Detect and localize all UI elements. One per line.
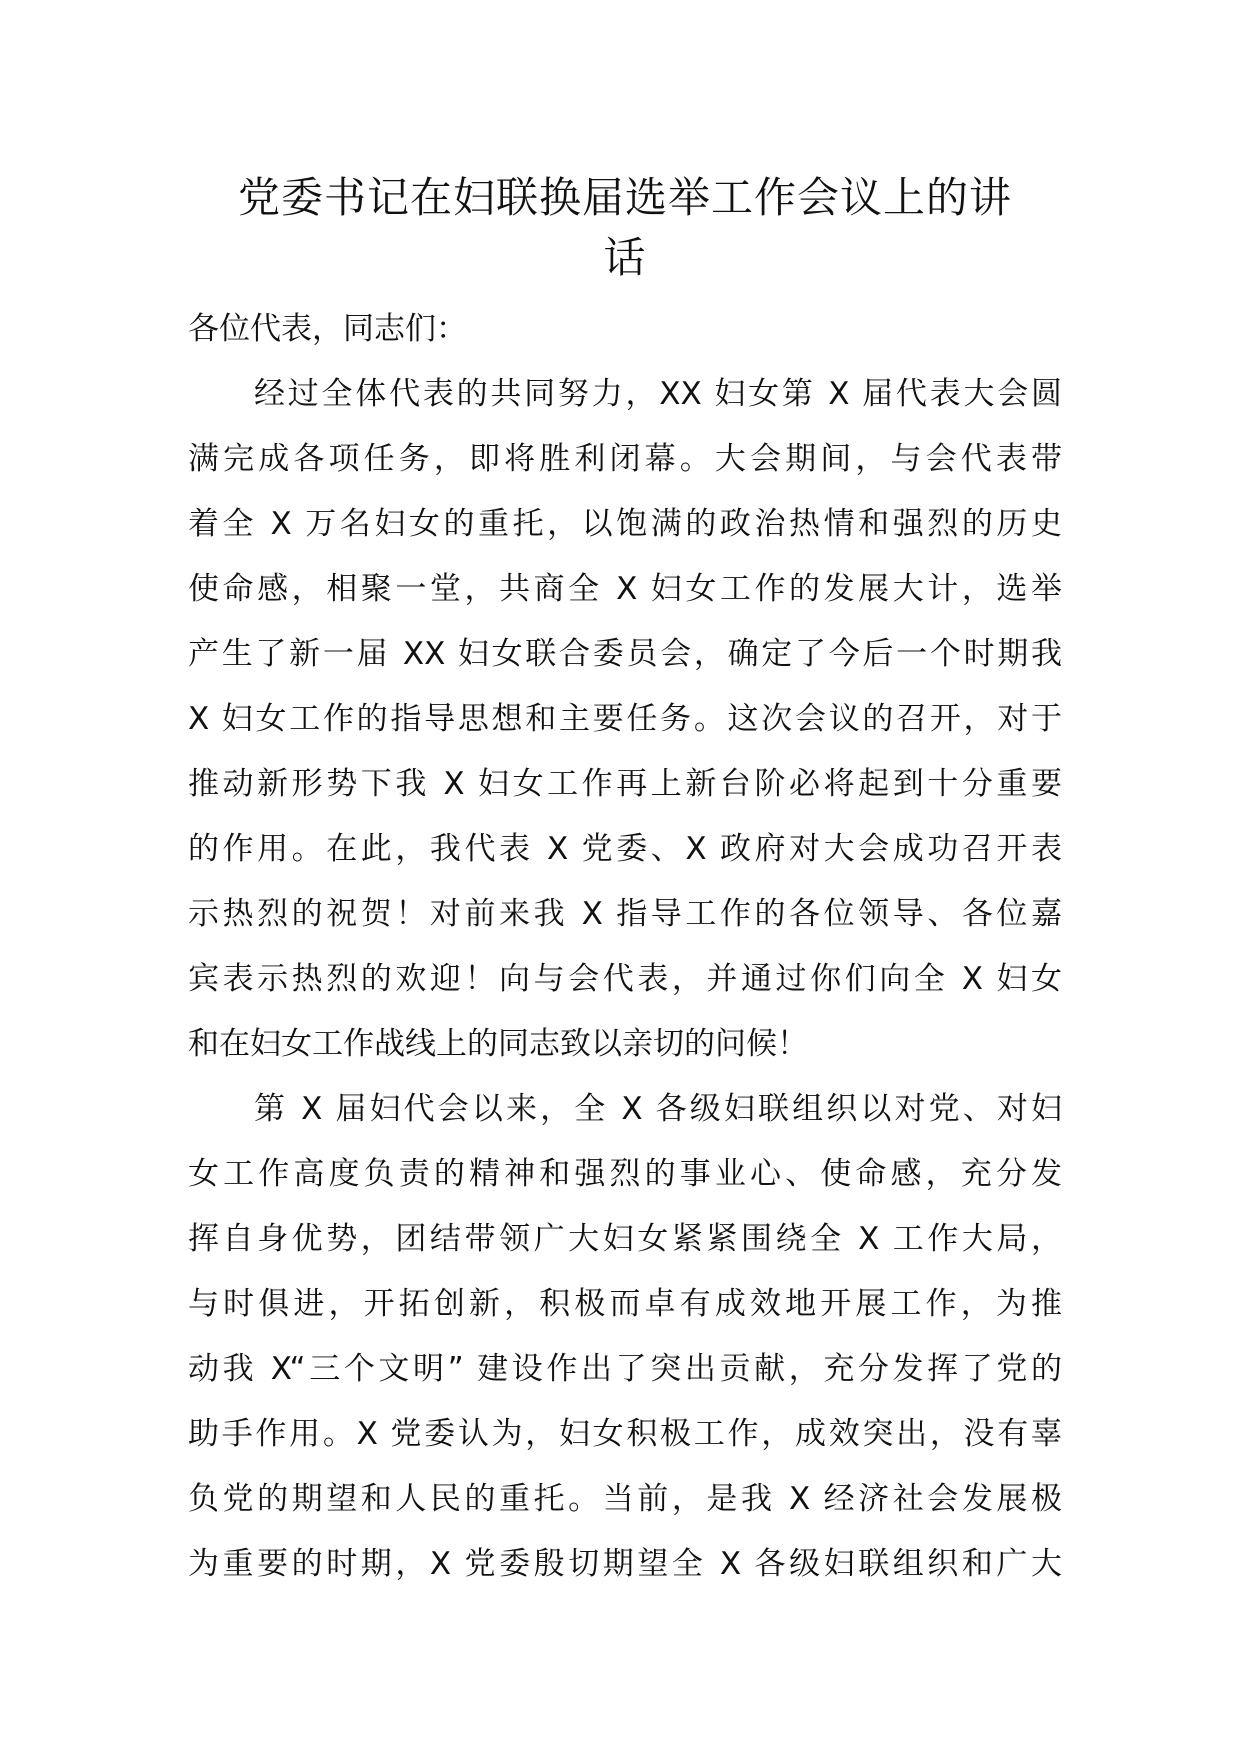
- paragraph-line: 动我 X“三个文明” 建设作出了突出贡献，充分发挥了党的: [188, 1351, 1062, 1387]
- paragraph-line: 产生了新一届 XX 妇女联合委员会，确定了今后一个时期我: [188, 636, 1062, 672]
- paragraph-line: 宾表示热烈的欢迎！向与会代表，并通过你们向全 X 妇女: [188, 961, 1062, 997]
- paragraph-line: X 妇女工作的指导思想和主要任务。这次会议的召开，对于: [188, 701, 1062, 737]
- paragraph-line: 挥自身优势，团结带领广大妇女紧紧围绕全 X 工作大局，: [188, 1221, 1062, 1257]
- paragraph-line: 助手作用。X 党委认为，妇女积极工作，成效突出，没有辜: [188, 1416, 1062, 1452]
- paragraph-line: 和在妇女工作战线上的同志致以亲切的问候！: [188, 1026, 808, 1062]
- salutation: 各位代表，同志们：: [188, 311, 467, 347]
- paragraph-line: 满完成各项任务，即将胜利闭幕。大会期间，与会代表带: [188, 441, 1062, 477]
- paragraph-line: 的作用。在此，我代表 X 党委、X 政府对大会成功召开表: [188, 831, 1062, 867]
- paragraph-line: 女工作高度负责的精神和强烈的事业心、使命感，充分发: [188, 1156, 1062, 1192]
- title-line: 话: [603, 233, 647, 282]
- paragraph: [188, 362, 1062, 1077]
- paragraph-line: 推动新形势下我 X 妇女工作再上新台阶必将起到十分重要: [188, 766, 1062, 802]
- paragraph: [188, 1077, 1062, 1597]
- paragraph-line: 示热烈的祝贺！对前来我 X 指导工作的各位领导、各位嘉: [188, 896, 1062, 932]
- title-line: 党委书记在妇联换届选举工作会议上的讲: [237, 173, 1012, 222]
- paragraph-line: 经过全体代表的共同努力，XX 妇女第 X 届代表大会圆: [254, 376, 1062, 412]
- paragraph-line: 第 X 届妇代会以来，全 X 各级妇联组织以对党、对妇: [254, 1091, 1062, 1127]
- paragraph-line: 负党的期望和人民的重托。当前，是我 X 经济社会发展极: [188, 1481, 1062, 1517]
- paragraph-line: 使命感，相聚一堂，共商全 X 妇女工作的发展大计，选举: [188, 571, 1062, 607]
- paragraph-line: 与时俱进，开拓创新，积极而卓有成效地开展工作，为推: [188, 1286, 1062, 1322]
- paragraph-line: 着全 X 万名妇女的重托，以饱满的政治热情和强烈的历史: [188, 506, 1062, 542]
- document-title: [188, 168, 1062, 288]
- document-body: [188, 297, 1062, 1597]
- paragraph-line: 为重要的时期，X 党委殷切期望全 X 各级妇联组织和广大: [188, 1546, 1062, 1582]
